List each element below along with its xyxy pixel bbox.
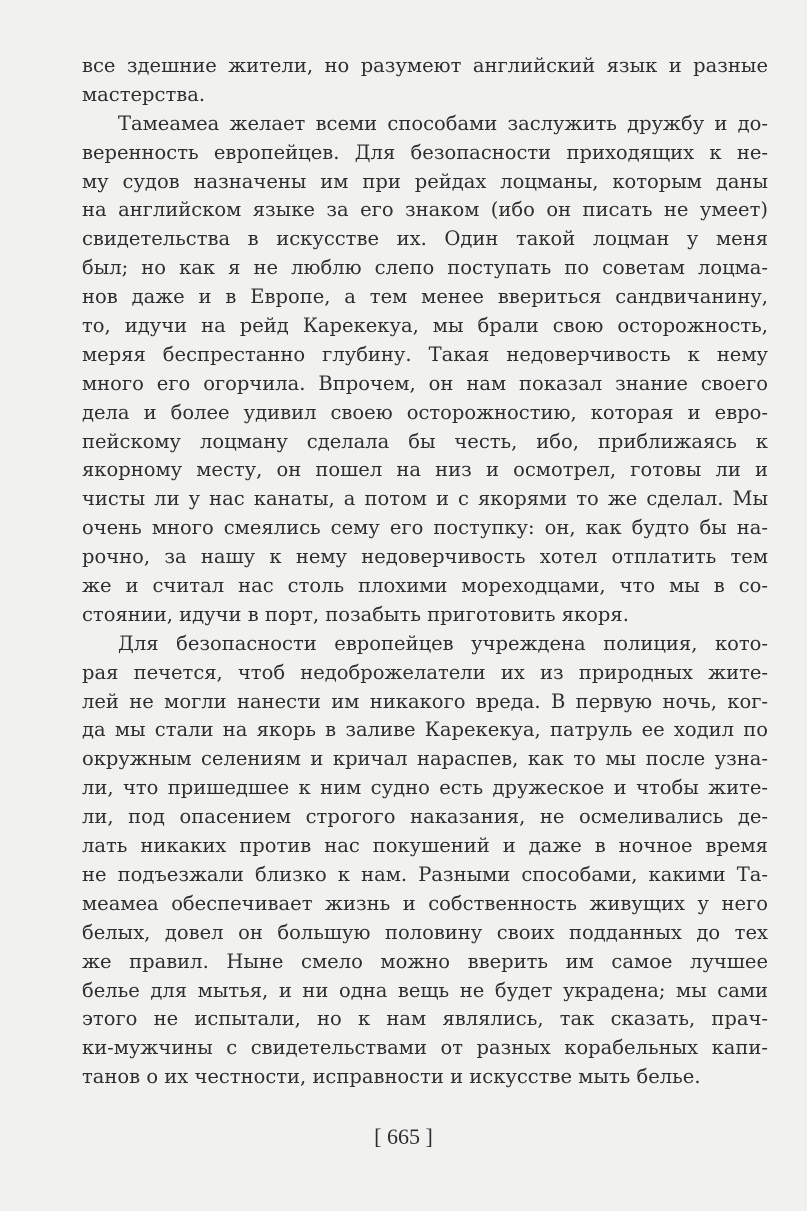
text-line: Для безопасности европейцев учреждена полиция, кото- bbox=[118, 631, 768, 655]
text-line: ки-мужчины с свидетельствами от разных корабельных капи- bbox=[82, 1036, 768, 1060]
text-line: не подъезжали близко к нам. Разными способами, какими Та- bbox=[82, 862, 768, 886]
text-line: на английском языке за его знаком (ибо он писать не умеет) bbox=[82, 198, 768, 222]
text-line: окружным селениям и кричал нараспев, как то мы после узна- bbox=[82, 747, 768, 771]
text-line: му судов назначены им при рейдах лоцманы, которым даны bbox=[82, 169, 768, 193]
text-line: свидетельства в искусстве их. Один такой лоцман у меня bbox=[82, 227, 768, 251]
text-line: танов о их честности, исправности и искусстве мыть белье. bbox=[82, 1065, 701, 1089]
text-line: веренность европейцев. Для безопасности приходящих к не- bbox=[82, 140, 768, 164]
text-line: да мы стали на якорь в заливе Карекекуа, патруль ее ходил по bbox=[82, 718, 768, 742]
text-line: рая печется, чтоб недоброжелатели их из природных жите- bbox=[82, 660, 768, 684]
text-line: лей не могли нанести им никакого вреда. В первую ночь, ког- bbox=[82, 689, 768, 713]
text-line: якорному месту, он пошел на низ и осмотрел, готовы ли и bbox=[82, 458, 768, 482]
text-line: белых, довел он большую половину своих подданных до тех bbox=[82, 920, 768, 944]
paragraph bbox=[82, 630, 768, 1092]
text-line: стоянии, идучи в порт, позабыть приготовить якоря. bbox=[82, 602, 629, 626]
text-line: Тамеамеа желает всеми способами заслужить дружбу и до- bbox=[118, 111, 768, 135]
text-line: рочно, за нашу к нему недоверчивость хотел отплатить тем bbox=[82, 545, 768, 569]
text-line: чисты ли у нас канаты, а потом и с якорями то же сделал. Мы bbox=[82, 487, 768, 511]
text-line: же и считал нас столь плохими мореходцами, что мы в со- bbox=[82, 574, 768, 598]
text-line: то, идучи на рейд Карекекуа, мы брали свою осторожность, bbox=[82, 314, 768, 338]
text-line: этого не испытали, но к нам являлись, так сказать, прач- bbox=[82, 1007, 768, 1031]
page-number: [ 665 ] bbox=[374, 1124, 433, 1149]
text-line: ли, что пришедшее к ним судно есть дружеское и чтобы жите- bbox=[82, 776, 768, 800]
text-line: меамеа обеспечивает жизнь и собственность живущих у него bbox=[82, 891, 768, 915]
text-line: дела и более удивил своею осторожностию, которая и евро- bbox=[82, 400, 768, 424]
text-line: был; но как я не люблю слепо поступать по советам лоцма- bbox=[82, 256, 768, 280]
text-line: все здешние жители, но разумеют английский язык и разные bbox=[82, 54, 768, 77]
text-line: белье для мытья, и ни одна вещь не будет украдена; мы сами bbox=[82, 978, 768, 1002]
text-line: нов даже и в Европе, а тем менее ввериться сандвичанину, bbox=[82, 285, 768, 309]
text-line: лать никаких против нас покушений и даже в ночное время bbox=[82, 834, 768, 858]
text-line: меряя беспрестанно глубину. Такая недоверчивость к нему bbox=[82, 342, 768, 366]
text-line: же правил. Ныне смело можно вверить им самое лучшее bbox=[82, 949, 768, 973]
paragraph bbox=[82, 110, 768, 630]
text-line: очень много смеялись сему его поступку: он, как будто бы на- bbox=[82, 516, 768, 540]
text-line: ли, под опасением строгого наказания, не осмеливались де- bbox=[82, 805, 768, 829]
text-line: мастерства. bbox=[82, 82, 206, 106]
text-line: пейскому лоцману сделала бы честь, ибо, приближаясь к bbox=[82, 429, 768, 453]
body-text bbox=[82, 52, 768, 1092]
paragraph bbox=[82, 52, 768, 110]
text-line: много его огорчила. Впрочем, он нам показал знание своего bbox=[82, 371, 768, 395]
